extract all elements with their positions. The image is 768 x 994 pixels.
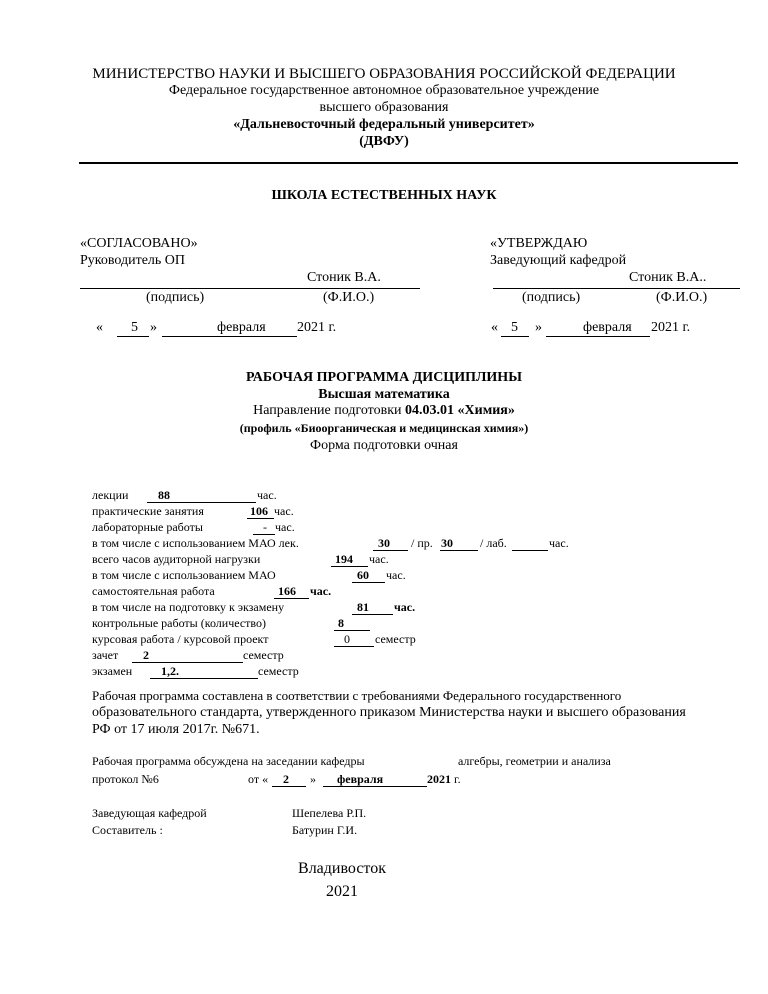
discussion-day-line xyxy=(272,786,306,787)
self-value: 166 xyxy=(278,584,296,598)
approval-left-date-quote-close: » xyxy=(150,320,157,335)
practice-line xyxy=(247,518,274,519)
mao-pr-line xyxy=(440,550,478,551)
course-line xyxy=(334,646,374,647)
discussion-month: февраля xyxy=(337,772,384,786)
mao-lab-line xyxy=(512,550,548,551)
exam-prep-label: в том числе на подготовку к экзамену xyxy=(92,600,285,614)
approval-right-fio-caption: (Ф.И.О.) xyxy=(656,290,708,305)
approval-left-month-line xyxy=(162,336,297,337)
lectures-line xyxy=(147,502,256,503)
mao-lab-label: / лаб. xyxy=(480,536,507,550)
lectures-unit: час. xyxy=(257,488,277,502)
discussion-day: 2 xyxy=(283,772,289,786)
lectures-value: 88 xyxy=(158,488,170,502)
mao-pr-value: 30 xyxy=(441,536,453,550)
credit-unit: семестр xyxy=(243,648,284,662)
total-mao-unit: час. xyxy=(386,568,406,582)
course-value: 0 xyxy=(344,632,350,646)
discussion-quote-close: » xyxy=(310,772,316,786)
lectures-label: лекции xyxy=(92,488,129,502)
ministry-title: МИНИСТЕРСТВО НАУКИ И ВЫСШЕГО ОБРАЗОВАНИЯ РОССИЙСКОЙ ФЕДЕРАЦИИ xyxy=(92,66,676,82)
approval-right-date-year: 2021 г. xyxy=(651,320,691,335)
exam-prep-unit: час. xyxy=(394,600,416,614)
self-unit: час. xyxy=(310,584,332,598)
mao-label: в том числе с использованием МАО лек. xyxy=(92,536,299,550)
control-label: контрольные работы (количество) xyxy=(92,616,267,630)
approval-left-fio-caption: (Ф.И.О.) xyxy=(323,290,375,305)
institution-type-line2: высшего образования xyxy=(319,100,449,115)
direction-line xyxy=(0,403,768,419)
approval-right-signature-line xyxy=(493,288,740,289)
university-abbr: (ДВФУ) xyxy=(359,134,409,149)
approval-right-name: Стоник В.А.. xyxy=(629,270,707,285)
exam-value: 1,2. xyxy=(161,664,179,678)
discussion-protocol: протокол №6 xyxy=(92,772,159,786)
study-form: Форма подготовки очная xyxy=(310,438,458,453)
exam-line xyxy=(150,678,258,679)
total-aud-label: всего часов аудиторной нагрузки xyxy=(92,552,261,566)
compliance-line3: РФ от 17 июля 2017г. №671. xyxy=(92,722,260,737)
direction-code: 04.03.01 «Химия» xyxy=(405,403,515,418)
exam-unit: семестр xyxy=(258,664,299,678)
practice-unit: час. xyxy=(274,504,294,518)
course-label: курсовая работа / курсовой проект xyxy=(92,632,269,646)
author-name: Батурин Г.И. xyxy=(292,823,358,837)
approval-right-sign-caption: (подпись) xyxy=(522,290,581,305)
lab-label: лабораторные работы xyxy=(92,520,203,534)
approval-left-date-day: 5 xyxy=(131,320,138,335)
course-unit: семестр xyxy=(375,632,416,646)
footer-year: 2021 xyxy=(326,883,358,900)
mao-lec-line xyxy=(373,550,408,551)
discussion-from: от « xyxy=(248,772,269,786)
exam-prep-value: 81 xyxy=(357,600,369,614)
approval-right-role: Заведующий кафедрой xyxy=(490,253,627,268)
approval-right-month-line xyxy=(546,336,650,337)
approval-right-date-day: 5 xyxy=(511,320,518,335)
program-title: РАБОЧАЯ ПРОГРАММА ДИСЦИПЛИНЫ xyxy=(246,370,522,385)
approval-right-date-quote-open: « xyxy=(491,320,498,335)
approval-left-date-month: февраля xyxy=(217,320,266,335)
mao-lec-value: 30 xyxy=(378,536,390,550)
compliance-line2: образовательного стандарта, утвержденного приказом Министерства науки и высшего образования xyxy=(92,705,686,720)
author-label: Составитель : xyxy=(92,823,163,837)
mao-unit: час. xyxy=(549,536,569,550)
footer-city: Владивосток xyxy=(298,860,386,877)
discussion-text: Рабочая программа обсуждена на заседании кафедры xyxy=(92,754,365,768)
compliance-line1: Рабочая программа составлена в соответствии с требованиями Федерального государственного xyxy=(92,688,622,703)
approval-left-day-line xyxy=(117,336,149,337)
exam-prep-line xyxy=(352,614,393,615)
total-aud-unit: час. xyxy=(369,552,389,566)
discipline-name: Высшая математика xyxy=(318,387,450,402)
approval-left-date-year: 2021 г. xyxy=(297,320,337,335)
mao-pr-label: / пр. xyxy=(411,536,433,550)
approval-left-role: Руководитель ОП xyxy=(80,253,186,268)
header-divider xyxy=(79,162,738,164)
total-mao-line xyxy=(352,582,385,583)
discussion-department: алгебры, геометрии и анализа xyxy=(458,754,611,768)
control-value: 8 xyxy=(338,616,344,630)
school-title: ШКОЛА ЕСТЕСТВЕННЫХ НАУК xyxy=(271,188,497,203)
direction-prefix: Направление подготовки xyxy=(253,403,406,418)
discussion-year: 2021 xyxy=(427,772,451,786)
profile-line: (профиль «Биоорганическая и медицинская химия») xyxy=(239,421,529,435)
university-name: «Дальневосточный федеральный университет» xyxy=(233,117,535,132)
approval-right-date-month: февраля xyxy=(583,320,632,335)
head-name: Шепелева Р.П. xyxy=(292,806,367,820)
discussion-month-line xyxy=(323,786,427,787)
approval-left-sign-caption: (подпись) xyxy=(146,290,205,305)
credit-line xyxy=(132,662,243,663)
discussion-year-line xyxy=(427,772,461,787)
head-label: Заведующая кафедрой xyxy=(92,806,207,820)
credit-value: 2 xyxy=(143,648,149,662)
total-mao-value: 60 xyxy=(357,568,369,582)
lab-value: - xyxy=(263,520,267,534)
self-label: самостоятельная работа xyxy=(92,584,215,598)
control-line xyxy=(334,630,370,631)
discussion-year-suffix: г. xyxy=(454,772,461,786)
institution-type-line1: Федеральное государственное автономное образовательное учреждение xyxy=(168,83,600,98)
approval-left-title: «СОГЛАСОВАНО» xyxy=(80,236,198,251)
approval-right-title: «УТВЕРЖДАЮ xyxy=(490,236,588,251)
total-aud-value: 194 xyxy=(335,552,353,566)
practice-value: 106 xyxy=(250,504,268,518)
self-line xyxy=(274,598,309,599)
approval-right-date-quote-close: » xyxy=(535,320,542,335)
approval-right-day-line xyxy=(501,336,529,337)
lab-line xyxy=(253,534,275,535)
approval-left-name: Стоник В.А. xyxy=(307,270,381,285)
credit-label: зачет xyxy=(92,648,119,662)
exam-label: экзамен xyxy=(92,664,133,678)
total-mao-label: в том числе с использованием МАО xyxy=(92,568,276,582)
lab-unit: час. xyxy=(275,520,295,534)
approval-left-date-quote-open: « xyxy=(96,320,103,335)
practice-label: практические занятия xyxy=(92,504,204,518)
approval-left-signature-line xyxy=(80,288,420,289)
total-aud-line xyxy=(331,566,368,567)
